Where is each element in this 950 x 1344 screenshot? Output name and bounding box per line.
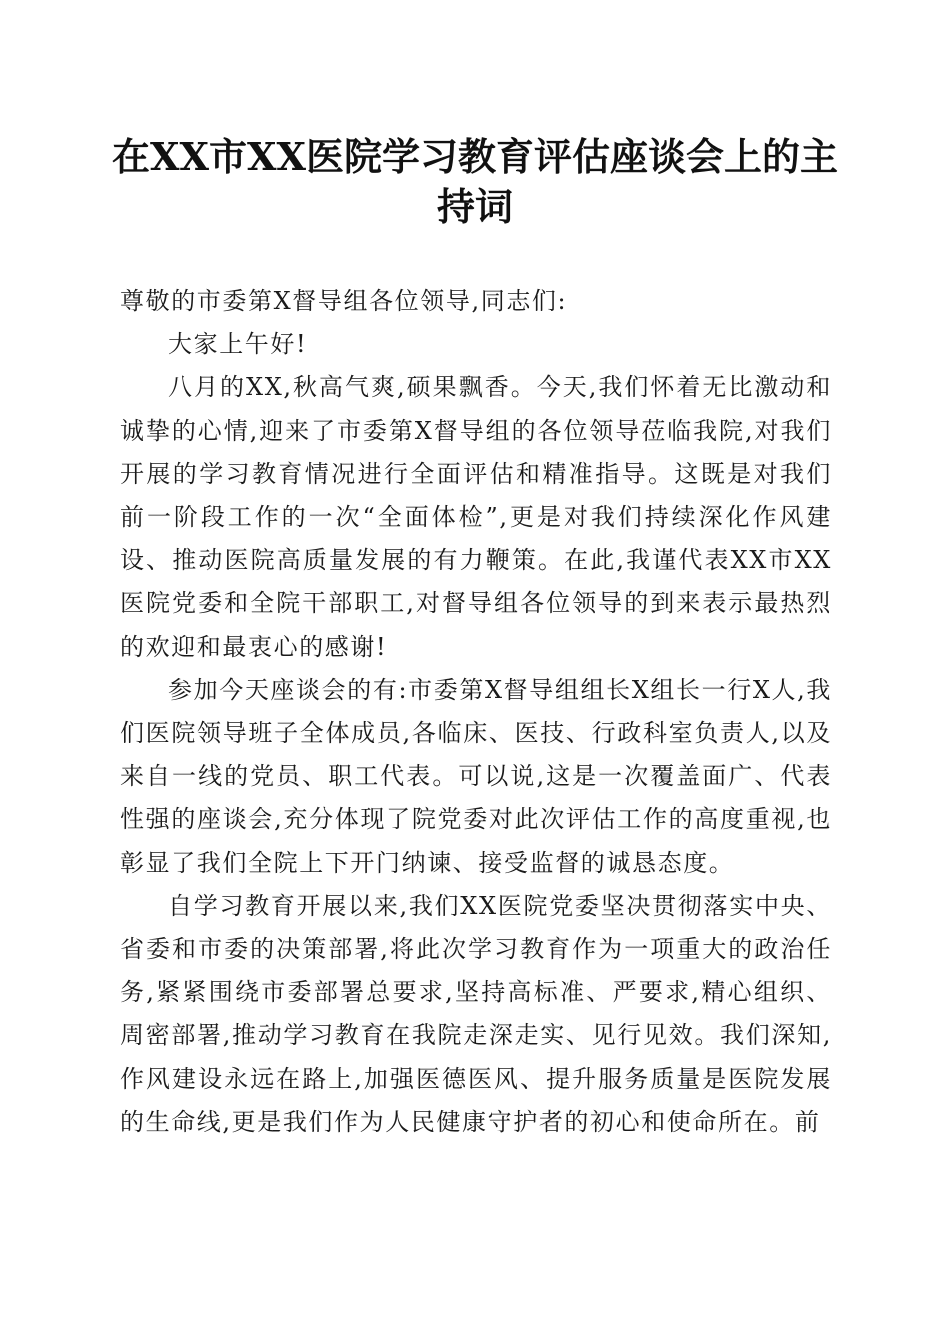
- document-body: [120, 280, 832, 1144]
- salutation: 尊敬的市委第X督导组各位领导,同志们:: [120, 287, 568, 315]
- paragraph-greeting: 大家上午好!: [168, 330, 308, 359]
- paragraph-welcome: 八月的XX,秋高气爽,硕果飘香。今天,我们怀着无比激动和诚挚的心情,迎来了市委第X督导组的各位领导莅临我院,对我们开展的学习教育情况进行全面评估和精准指导。这既是对我们前一阶段工作的一次“全面体检”,更是对我们持续深化作风建设、推动医院高质量发展的有力鞭策。在此,我谨代表XX市XX医院党委和全院干部职工,对督导组各位领导的到来表示最热烈的欢迎和最衷心的感谢!: [120, 373, 832, 661]
- document-title: 在XX市XX医院学习教育评估座谈会上的主持词: [112, 134, 838, 229]
- paragraph-progress: 自学习教育开展以来,我们XX医院党委坚决贯彻落实中央、省委和市委的决策部署,将此次学习教育作为一项重大的政治任务,紧紧围绕市委部署总要求,坚持高标准、严要求,精心组织、周密部署,推动学习教育在我院走深走实、见行见效。我们深知,作风建设永远在路上,加强医德医风、提升服务质量是医院发展的生命线,更是我们作为人民健康守护者的初心和使命所在。前: [120, 891, 832, 1136]
- paragraph-attendees: 参加今天座谈会的有:市委第X督导组组长X组长一行X人,我们医院领导班子全体成员,各临床、医技、行政科室负责人,以及来自一线的党员、职工代表。可以说,这是一次覆盖面广、代表性强的座谈会,充分体现了院党委对此次评估工作的高度重视,也彰显了我们全院上下开门纳谏、接受监督的诚恳态度。: [120, 675, 832, 877]
